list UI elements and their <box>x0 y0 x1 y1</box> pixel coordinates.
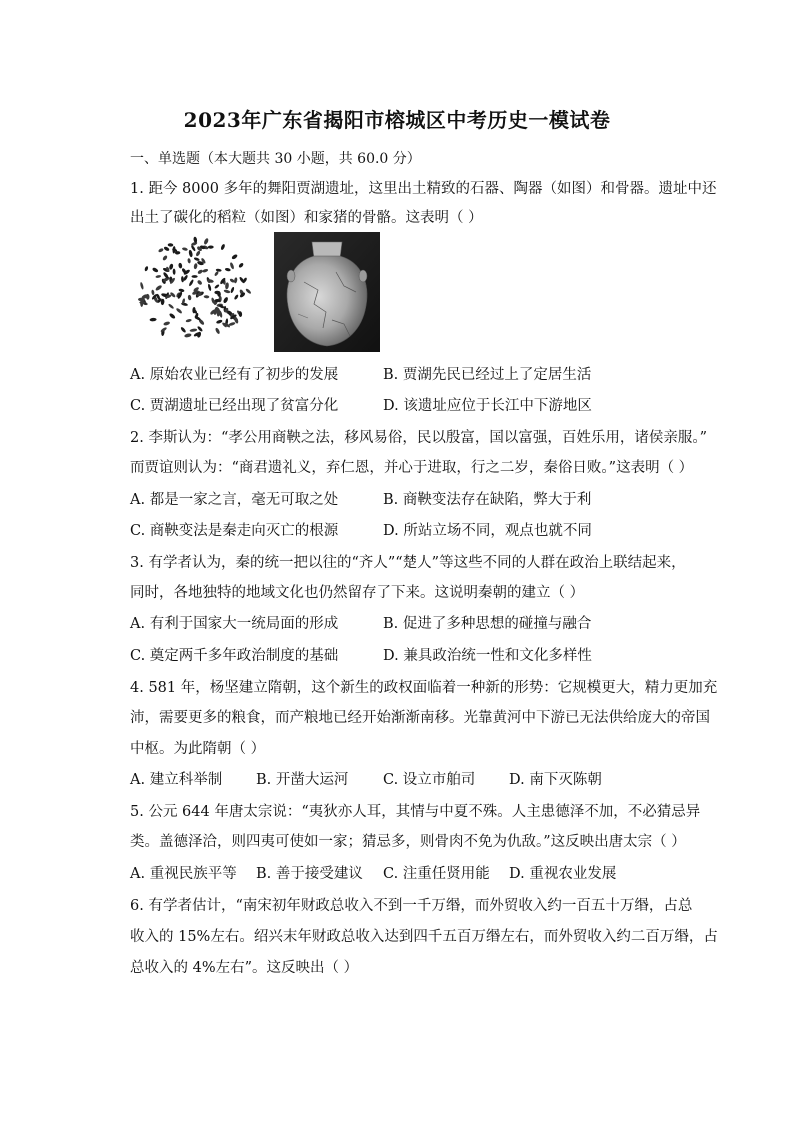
question-6-line-3: 总收入的 4%左右”。这反映出（ ） <box>130 960 359 976</box>
rice-grain <box>178 263 183 269</box>
rice-grain <box>208 245 214 248</box>
question-2-line-2: 而贾谊则认为：“商君遗礼义，弃仁恩，并心于进取，行之二岁，秦俗日败。”这表明（ ） <box>130 460 694 476</box>
q4-option-c: C. 设立市舶司 <box>383 772 476 788</box>
rice-grain <box>182 247 188 251</box>
rice-grain <box>202 268 209 273</box>
rice-grain <box>231 254 238 261</box>
q3-option-c: C. 奠定两千多年政治制度的基础 <box>130 648 339 664</box>
rice-grain <box>184 333 192 338</box>
rice-grain <box>225 268 231 272</box>
rice-grain <box>223 289 230 294</box>
rice-grain <box>234 277 238 283</box>
rice-grain <box>214 284 220 289</box>
rice-grain <box>155 275 161 279</box>
question-6-line-1: 6. 有学者估计，“南宋初年财政总收入不到一千万缗，而外贸收入约一百五十万缗，占总 <box>130 898 693 914</box>
rice-grain <box>175 307 182 314</box>
rice-grain <box>149 318 156 322</box>
rice-grain <box>163 246 170 252</box>
rice-grain <box>155 284 163 291</box>
rice-grain <box>180 326 187 333</box>
rice-grain <box>216 268 222 272</box>
rice-grain <box>207 284 211 292</box>
q3-option-b: B. 促进了多种思想的碰撞与融合 <box>383 616 592 632</box>
question-4-line-2: 沛，需要更多的粮食，而产粮地已经开始渐渐南移。光靠黄河中下游已无法供给庞大的帝国 <box>130 710 710 726</box>
question-1-line-1: 1. 距今 8000 多年的舞阳贾湖遗址，这里出土精致的石器、陶器（如图）和骨器。遗址中还 <box>130 181 717 197</box>
rice-grain <box>192 275 198 278</box>
q4-option-b: B. 开凿大运河 <box>256 772 349 788</box>
rice-grain <box>203 238 209 245</box>
q1-option-a: A. 原始农业已经有了初步的发展 <box>130 367 339 383</box>
rice-grain <box>187 258 191 264</box>
question-3-line-1: 3. 有学者认为，秦的统一把以往的“齐人”“楚人”等这些不同的人群在政治上联结起来， <box>130 555 686 571</box>
rice-grain <box>238 262 244 268</box>
q3-option-a: A. 有利于国家大一统局面的形成 <box>130 616 339 632</box>
q1-option-c: C. 贾湖遗址已经出现了贫富分化 <box>130 398 339 414</box>
rice-grain <box>188 279 194 287</box>
question-5-line-2: 类。盖德泽洽，则四夷可使如一家；猜忌多，则骨肉不免为仇敌。”这反映出唐太宗（ ） <box>130 834 686 850</box>
q5-option-a: A. 重视民族平等 <box>130 866 237 882</box>
rice-grain <box>245 288 252 295</box>
rice-grain <box>197 279 203 285</box>
rice-grain <box>230 287 235 294</box>
question-6-line-2: 收入的 15%左右。绍兴末年财政总收入达到四千五百万缗左右，而外贸收入约二百万缗，占 <box>130 929 718 945</box>
q3-option-d: D. 兼具政治统一性和文化多样性 <box>383 648 592 664</box>
rice-grain <box>234 294 239 300</box>
q5-option-b: B. 善于接受建议 <box>256 866 363 882</box>
question-3-line-2: 同时，各地独特的地域文化也仍然留存了下来。这说明秦朝的建立（ ） <box>130 585 585 601</box>
q2-option-b: B. 商鞅变法存在缺陷，弊大于利 <box>383 492 592 508</box>
q2-option-d: D. 所站立场不同，观点也就不同 <box>383 523 592 539</box>
rice-grain <box>197 326 204 333</box>
rice-grain <box>229 262 234 270</box>
rice-grain <box>193 257 200 262</box>
rice-grain <box>214 271 219 277</box>
rice-grain <box>181 276 184 282</box>
rice-grain <box>220 244 225 251</box>
rice-grain <box>195 250 201 257</box>
q2-option-c: C. 商鞅变法是秦走向灭亡的根源 <box>130 523 339 539</box>
q5-option-c: C. 注重任贤用能 <box>383 866 490 882</box>
page-title: 2023年广东省揭阳市榕城区中考历史一模试卷 <box>183 108 611 132</box>
pottery-jar-image <box>274 232 380 352</box>
rice-grain <box>162 255 168 262</box>
rice-grain <box>190 245 196 252</box>
rice-grain <box>193 236 198 243</box>
rice-grain <box>151 289 155 295</box>
rice-grain <box>216 319 223 324</box>
rice-grain <box>178 288 184 292</box>
question-4-line-1: 4. 581 年，杨坚建立隋朝，这个新生的政权面临着一种新的形势：它规模更大，精力更加充 <box>130 680 718 696</box>
rice-grain <box>169 263 174 270</box>
rice-grain <box>215 327 221 334</box>
rice-grain <box>140 282 144 290</box>
rice-grain <box>189 328 197 332</box>
rice-grain <box>193 263 197 270</box>
rice-grain <box>185 319 191 323</box>
question-1-line-2: 出土了碳化的稻粒（如图）和家猪的骨骼。这表明（ ） <box>130 210 483 226</box>
q4-option-a: A. 建立科举制 <box>130 772 223 788</box>
rice-grains-image <box>130 232 258 348</box>
rice-grain <box>204 295 210 298</box>
question-4-line-3: 中枢。为此隋朝（ ） <box>130 741 266 757</box>
q2-option-a: A. 都是一家之言，毫无可取之处 <box>130 492 339 508</box>
question-5-line-1: 5. 公元 644 年唐太宗说：“夷狄亦人耳，其情与中夏不殊。人主患德泽不加，不必猜忌异 <box>130 804 701 820</box>
rice-grain <box>181 302 188 306</box>
question-2-line-1: 2. 李斯认为：“孝公用商鞅之法，移风易俗，民以殷富，国以富强，百姓乐用，诸侯亲服。” <box>130 430 708 446</box>
section-heading: 一、单选题（本大题共 30 小题，共 60.0 分） <box>130 151 421 167</box>
rice-grain <box>188 295 192 301</box>
q1-option-b: B. 贾湖先民已经过上了定居生活 <box>383 367 592 383</box>
pottery-figure <box>274 232 380 352</box>
q4-option-d: D. 南下灭陈朝 <box>509 772 602 788</box>
rice-grain <box>163 321 170 326</box>
rice-grain <box>173 269 176 275</box>
rice-grain <box>188 250 193 258</box>
q1-option-d: D. 该遗址应位于长江中下游地区 <box>383 398 592 414</box>
q5-option-d: D. 重视农业发展 <box>509 866 617 882</box>
rice-grain <box>223 296 229 303</box>
rice-grain <box>169 313 176 320</box>
rice-grain <box>152 267 159 273</box>
rice-grain <box>168 243 174 247</box>
rice-grain <box>168 303 175 309</box>
rice-grain <box>144 266 149 272</box>
rice-grains-figure <box>130 232 258 348</box>
rice-grain <box>158 248 164 253</box>
